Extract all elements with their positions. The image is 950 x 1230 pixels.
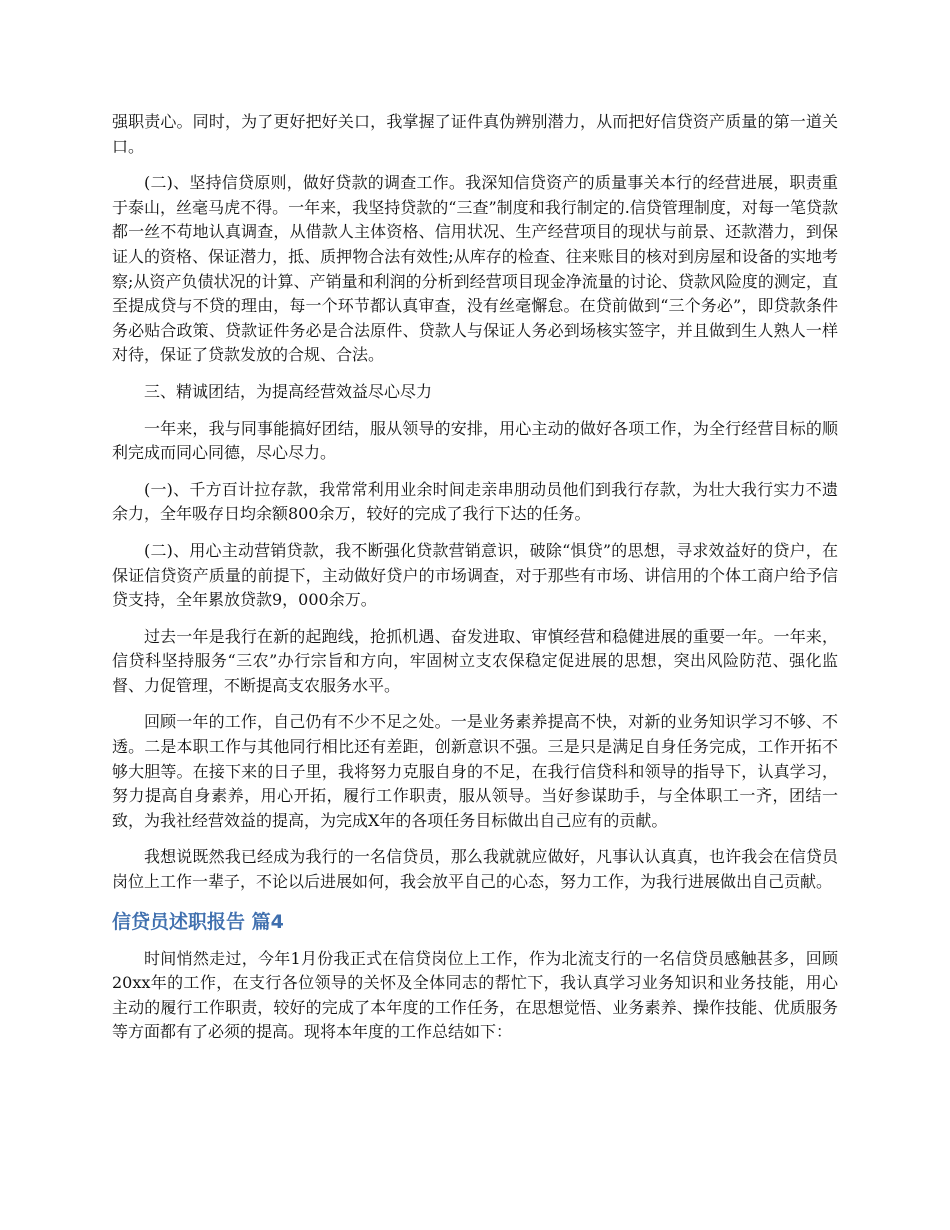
paragraph-7: 回顾一年的工作，自己仍有不少不足之处。一是业务素养提高不快，对新的业务知识学习不够、不透。二是本职工作与其他同行相比还有差距，创新意识不强。三是只是满足自身任务完成，工作开拓不够大胆等。在接下来的日子里，我将努力克服自身的不足，在我行信贷科和领导的指导下，认真学习，努力提高自身素养，用心开拓，履行工作职责，服从领导。当好参谋助手，与全体职工一齐，团结一致，为我社经营效益的提高，为完成X年的各项任务目标做出自己应有的贡献。 — [112, 712, 838, 830]
paragraph-5: (二)、用心主动营销贷款，我不断强化贷款营销意识，破除“惧贷”的思想，寻求效益好的贷户，在保证信贷资产质量的前提下，主动做好贷户的市场调查，对于那些有市场、讲信用的个体工商户给予信贷支持，全年累放贷款9，000余万。 — [112, 540, 838, 610]
paragraph-0: 强职责心。同时，为了更好把好关口，我掌握了证件真伪辨别潜力，从而把好信贷资产质量的第一道关口。 — [112, 112, 838, 156]
paragraph-6: 过去一年是我行在新的起跑线，抢抓机遇、奋发进取、审慎经营和稳健进展的重要一年。一年来，信贷科坚持服务“三农”办行宗旨和方向，牢固树立支农保稳定促进展的思想，突出风险防范、强化监督、力促管理，不断提高支农服务水平。 — [112, 626, 838, 695]
paragraph-3: 一年来，我与同事能搞好团结，服从领导的安排，用心主动的做好各项工作，为全行经营目标的顺利完成而同心同德，尽心尽力。 — [112, 418, 838, 463]
section-heading-three: 三、精诚团结，为提高经营效益尽心尽力 — [144, 381, 433, 401]
paragraph-8: 我想说既然我已经成为我行的一名信贷员，那么我就就应做好，凡事认认真真，也许我会在信贷员岗位上工作一辈子，不论以后进展如何，我会放平自己的心态，努力工作，为我行进展做出自己贡献。 — [112, 847, 838, 892]
paragraph-1: (二)、坚持信贷原则，做好贷款的调查工作。我深知信贷资产的质量事关本行的经营进展，职责重于泰山，丝毫马虎不得。一年来，我坚持贷款的“三查”制度和我行制定的.信贷管理制度，对每一笔贷款都一丝不苟地认真调查，从借款人主体资格、信用状况、生产经营项目的现状与前景、还款潜力，到保证人的资格、保证潜力，抵、质押物合法有效性;从库存的检查、往来账目的核对到房屋和设备的实地考察;从资产负债状况的计算、产销量和利润的分析到经营项目现金净流量的讨论、贷款风险度的测定，直至提成贷与不贷的理由，每一个环节都认真审查，没有丝毫懈怠。在贷前做到“三个务必”，即贷款条件务必贴合政策、贷款证件务必是合法原件、贷款人与保证人务必到场核实签字，并且做到生人熟人一样对待，保证了贷款发放的合规、合法。 — [112, 173, 838, 365]
section-heading: 信贷员述职报告 篇4 — [112, 910, 284, 933]
paragraph-9: 时间悄然走过，今年1月份我正式在信贷岗位上工作，作为北流支行的一名信贷员感触甚多，回顾20xx年的工作，在支行各位领导的关怀及全体同志的帮忙下，我认真学习业务知识和业务技能，用心主动的履行工作职责，较好的完成了本年度的工作任务，在思想觉悟、业务素养、操作技能、优质服务等方面都有了必须的提高。现将本年度的工作总结如下： — [112, 948, 838, 1042]
paragraph-4: (一)、千方百计拉存款，我常常利用业余时间走亲串朋动员他们到我行存款，为壮大我行实力不遗余力，全年吸存日均余额800余万，较好的完成了我行下达的任务。 — [112, 479, 838, 524]
